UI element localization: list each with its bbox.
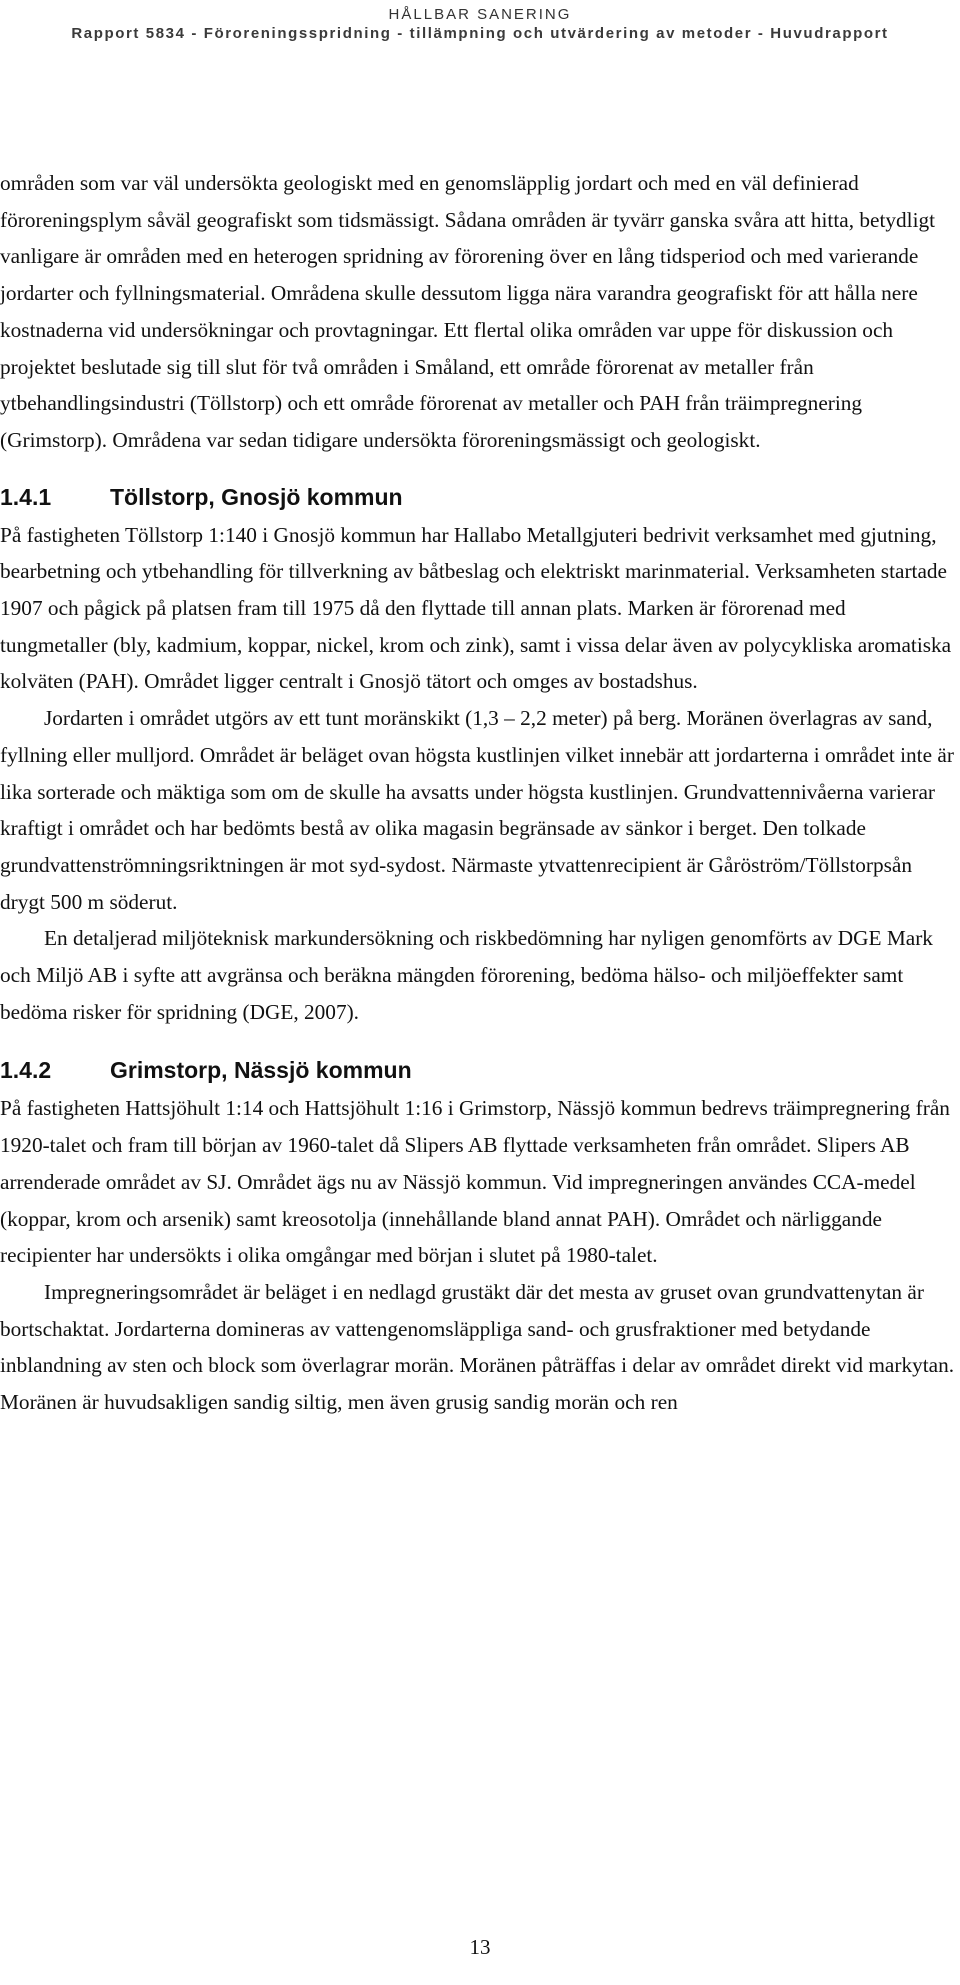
header-report-title: Rapport 5834 - Föroreningsspridning - tillämpning och utvärdering av metoder - Huvudrapport bbox=[71, 25, 889, 42]
paragraph-tollstorp-history: På fastigheten Töllstorp 1:140 i Gnosjö kommun har Hallabo Metallgjuteri bedrivit verksamhet med gjutning, bearbetning och ytbehandling för tillverkning av båtbeslag och elektriskt marinmaterial. Verksamheten startade 1907 och pågick på platsen fram till 1975 då den flyttade till annan plats. Marken är förorenad med tungmetaller (bly, kadmium, koppar, nickel, krom och zink), samt i vissa delar även av polycykliska aromatiska kolväten (PAH). Området ligger centralt i Gnosjö tätort och omges av bostadshus. bbox=[0, 522, 952, 694]
page-header bbox=[0, 6, 960, 44]
page-number: 13 bbox=[469, 1935, 491, 1959]
section-number: 1.4.2 bbox=[0, 1057, 52, 1084]
paragraph-grimstorp-geology: Impregneringsområdet är beläget i en nedlagd grustäkt där det mesta av gruset ovan grundvattenytan är bortschaktat. Jordarterna domineras av vattengenomsläppliga sand- och grusfraktioner med betydande inblandning av sten och block som överlagrar morän. Moränen påträffas i delar av området direkt vid markytan. Moränen är huvudsakligen sandig siltig, men även grusig sandig morän och ren bbox=[0, 1279, 955, 1415]
section-title: Töllstorp, Gnosjö kommun bbox=[110, 483, 403, 510]
section-number: 1.4.1 bbox=[0, 483, 52, 510]
paragraph-tollstorp-investigation: En detaljerad miljöteknisk markundersökning och riskbedömning har nyligen genomförts av DGE Mark och Miljö AB i syfte att avgränsa och beräkna mängden förorening, bedöma hälso- och miljöeffekter samt bedöma risker för spridning (DGE, 2007). bbox=[0, 926, 933, 1024]
section-title: Grimstorp, Nässjö kommun bbox=[110, 1057, 412, 1084]
header-organization: HÅLLBAR SANERING bbox=[388, 6, 572, 23]
paragraph-grimstorp-history: På fastigheten Hattsjöhult 1:14 och Hattsjöhult 1:16 i Grimstorp, Nässjö kommun bedrevs träimpregnering från 1920-talet och fram till början av 1960-talet då Slipers AB flyttade verksamheten från området. Slipers AB arrenderade området av SJ. Området ägs nu av Nässjö kommun. Vid impregneringen användes CCA-medel (koppar, krom och arsenik) samt kreosotolja (innehållande bland annat PAH). Området och närliggande recipienter har undersökts i olika omgångar med början i slutet på 1980-talet. bbox=[0, 1096, 950, 1268]
intro-paragraph: områden som var väl undersökta geologiskt med en genomsläpplig jordart och med en väl definierad föroreningsplym såväl geografiskt som tidsmässigt. Sådana områden är tyvärr ganska svåra att hitta, betydligt vanligare är områden med en heterogen spridning av förorening över en lång tidsperiod och med varierande jordarter och fyllningsmaterial. Områdena skulle dessutom ligga nära varandra geografiskt för att hålla nere kostnaderna vid undersökningar och provtagningar. Ett flertal olika områden var uppe för diskussion och projektet beslutade sig till slut för två områden i Småland, ett område förorenat av metaller från ytbehandlingsindustri (Töllstorp) och ett område förorenat av metaller och PAH från träimpregnering (Grimstorp). Områdena var sedan tidigare undersökta föroreningsmässigt och geologiskt. bbox=[0, 171, 936, 452]
section-heading-tollstorp bbox=[0, 479, 958, 515]
document-body bbox=[0, 165, 958, 1421]
paragraph-tollstorp-geology: Jordarten i området utgörs av ett tunt moränskikt (1,3 – 2,2 meter) på berg. Moränen överlagras av sand, fyllning eller mulljord. Området är beläget ovan högsta kustlinjen vilket innebär att jordarterna i området inte är lika sorterade och mäktiga som om de skulle ha avsatts under högsta kustlinjen. Grundvattennivåerna varierar kraftigt i området och har bedömts bestå av olika magasin begränsade av sänkor i berget. Den tolkade grundvattenströmningsriktningen är mot syd-sydost. Närmaste ytvattenrecipient är Gåröström/Töllstorpsån drygt 500 m söderut. bbox=[0, 706, 954, 914]
section-heading-grimstorp bbox=[0, 1052, 958, 1088]
